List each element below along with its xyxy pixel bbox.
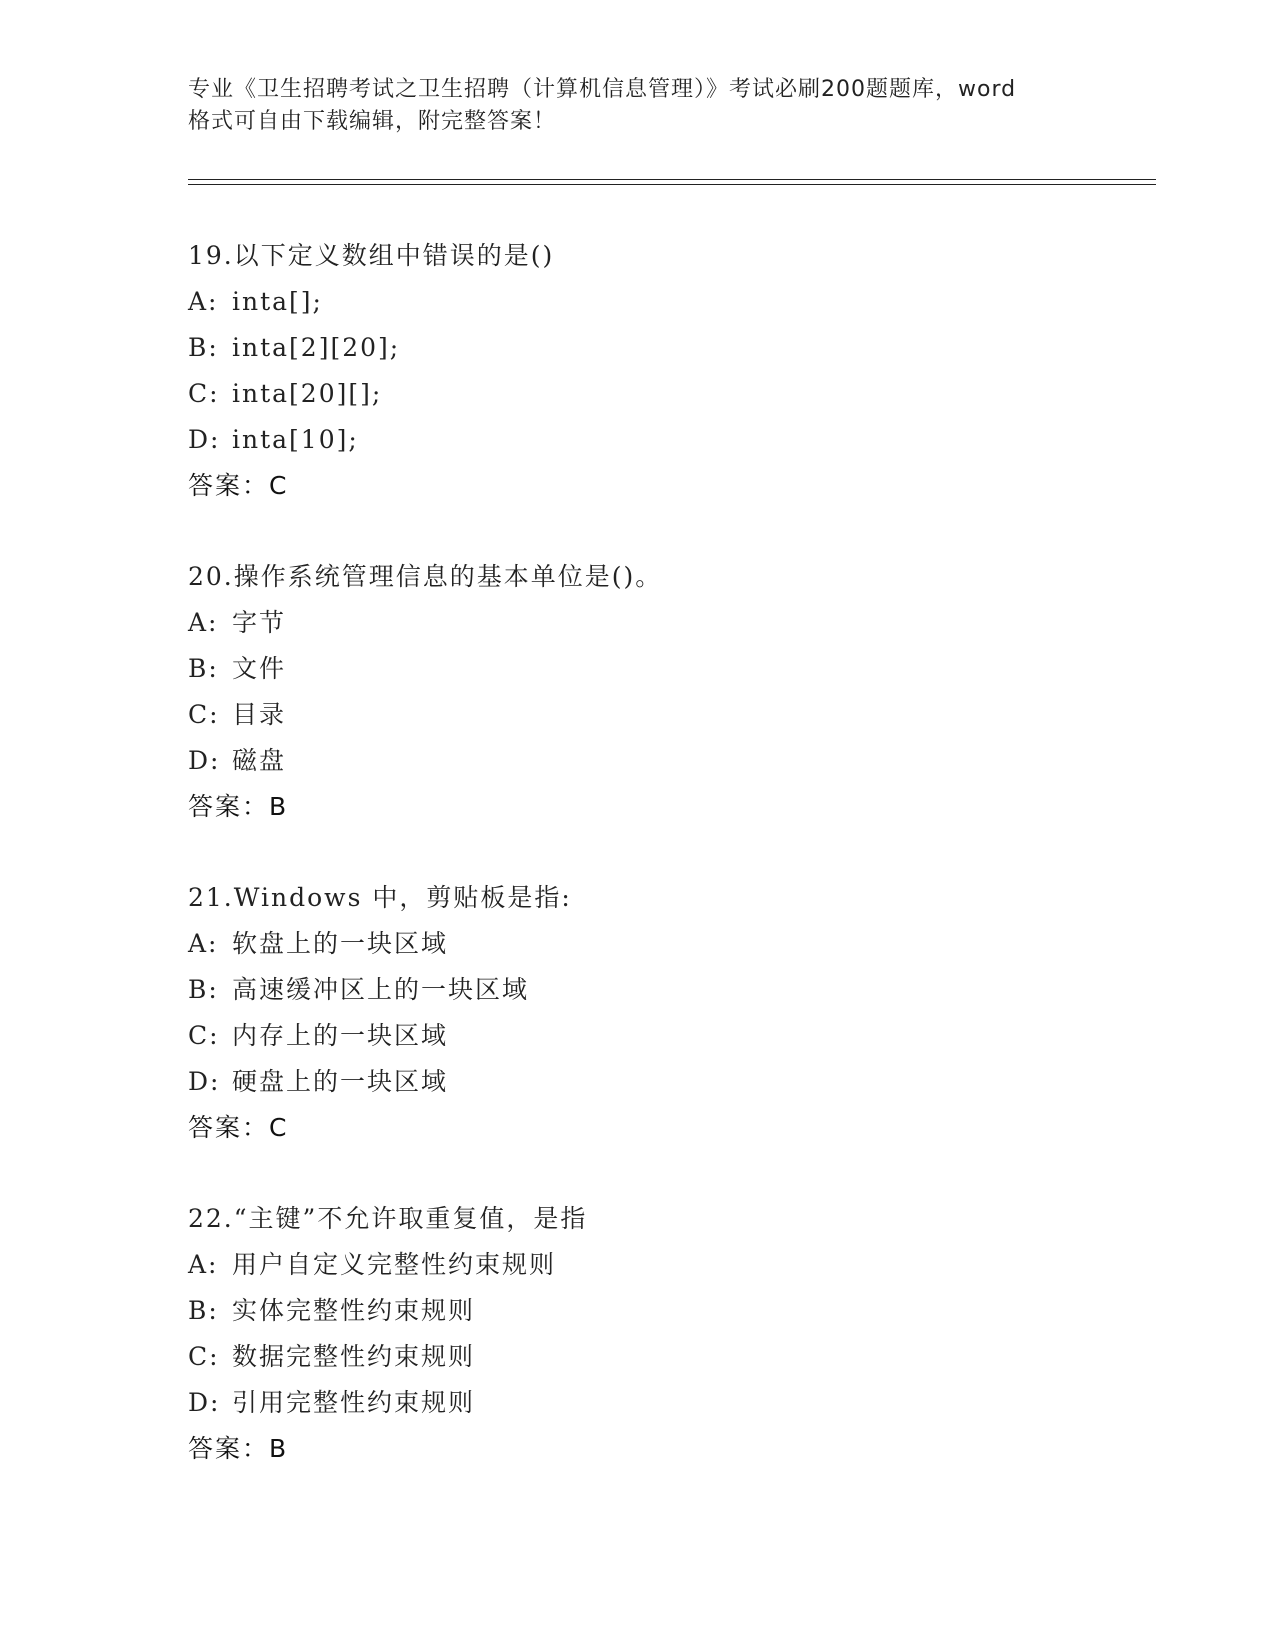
answer-value: C [269, 471, 287, 500]
option-b [188, 1288, 1148, 1334]
question-title: 19.以下定义数组中错误的是() [188, 241, 555, 270]
option-letter: A: [188, 608, 219, 637]
answer-line [188, 463, 1148, 509]
option-text: 实体完整性约束规则 [232, 1296, 476, 1325]
question-title: 22.“主键”不允许取重复值，是指 [188, 1204, 588, 1233]
answer-value: B [269, 1434, 287, 1463]
option-c [188, 1013, 1148, 1059]
option-letter: B: [188, 1296, 219, 1325]
option-letter: D: [188, 1067, 221, 1096]
option-letter: C: [188, 1021, 220, 1050]
option-letter: C: [188, 1342, 220, 1371]
answer-label: 答案： [188, 471, 270, 500]
header-divider-bottom [188, 184, 1156, 185]
option-letter: A: [188, 287, 219, 316]
answer-line [188, 1105, 1148, 1151]
option-text: 内存上的一块区域 [232, 1021, 449, 1050]
question-22 [188, 1196, 1148, 1472]
header-line-2: 格式可自由下载编辑，附完整答案！ [188, 109, 557, 134]
option-d [188, 1059, 1148, 1105]
option-text: 用户自定义完整性约束规则 [232, 1250, 557, 1279]
option-text: inta[]; [232, 287, 323, 316]
header-line-1: 专业《卫生招聘考试之卫生招聘（计算机信息管理）》考试必刷200题题库，word [188, 77, 1017, 102]
option-text: 目录 [232, 700, 287, 729]
option-text: 硬盘上的一块区域 [232, 1067, 449, 1096]
option-b [188, 646, 1148, 692]
answer-line [188, 1426, 1148, 1472]
question-21 [188, 875, 1148, 1151]
option-d [188, 1380, 1148, 1426]
option-text: 数据完整性约束规则 [232, 1342, 476, 1371]
option-letter: A: [188, 929, 219, 958]
option-c [188, 692, 1148, 738]
option-text: 软盘上的一块区域 [232, 929, 449, 958]
option-letter: C: [188, 379, 220, 408]
option-a [188, 1242, 1148, 1288]
option-a [188, 921, 1148, 967]
answer-label: 答案： [188, 1434, 270, 1463]
answer-value: B [269, 792, 287, 821]
option-text: inta[10]; [232, 425, 359, 454]
option-b [188, 967, 1148, 1013]
option-b [188, 325, 1148, 371]
answer-label: 答案： [188, 792, 270, 821]
option-letter: D: [188, 425, 221, 454]
option-text: 高速缓冲区上的一块区域 [232, 975, 530, 1004]
question-20 [188, 554, 1148, 830]
answer-value: C [269, 1113, 287, 1142]
option-text: 磁盘 [232, 746, 287, 775]
option-letter: C: [188, 700, 220, 729]
option-letter: A: [188, 1250, 219, 1279]
option-c [188, 371, 1148, 417]
option-d [188, 738, 1148, 784]
option-letter: B: [188, 975, 219, 1004]
option-letter: D: [188, 746, 221, 775]
option-text: 文件 [232, 654, 287, 683]
option-text: inta[2][20]; [232, 333, 401, 362]
document-header [188, 74, 1088, 138]
option-c [188, 1334, 1148, 1380]
header-divider-top [188, 179, 1156, 180]
option-text: 引用完整性约束规则 [232, 1388, 476, 1417]
question-title: 21.Windows 中，剪贴板是指: [188, 883, 572, 912]
option-letter: B: [188, 333, 219, 362]
option-text: 字节 [232, 608, 287, 637]
option-a [188, 600, 1148, 646]
option-d [188, 417, 1148, 463]
option-text: inta[20][]; [232, 379, 383, 408]
question-title: 20.操作系统管理信息的基本单位是()。 [188, 562, 663, 591]
option-letter: D: [188, 1388, 221, 1417]
question-19 [188, 233, 1148, 509]
answer-line [188, 784, 1148, 830]
answer-label: 答案： [188, 1113, 270, 1142]
option-letter: B: [188, 654, 219, 683]
option-a [188, 279, 1148, 325]
